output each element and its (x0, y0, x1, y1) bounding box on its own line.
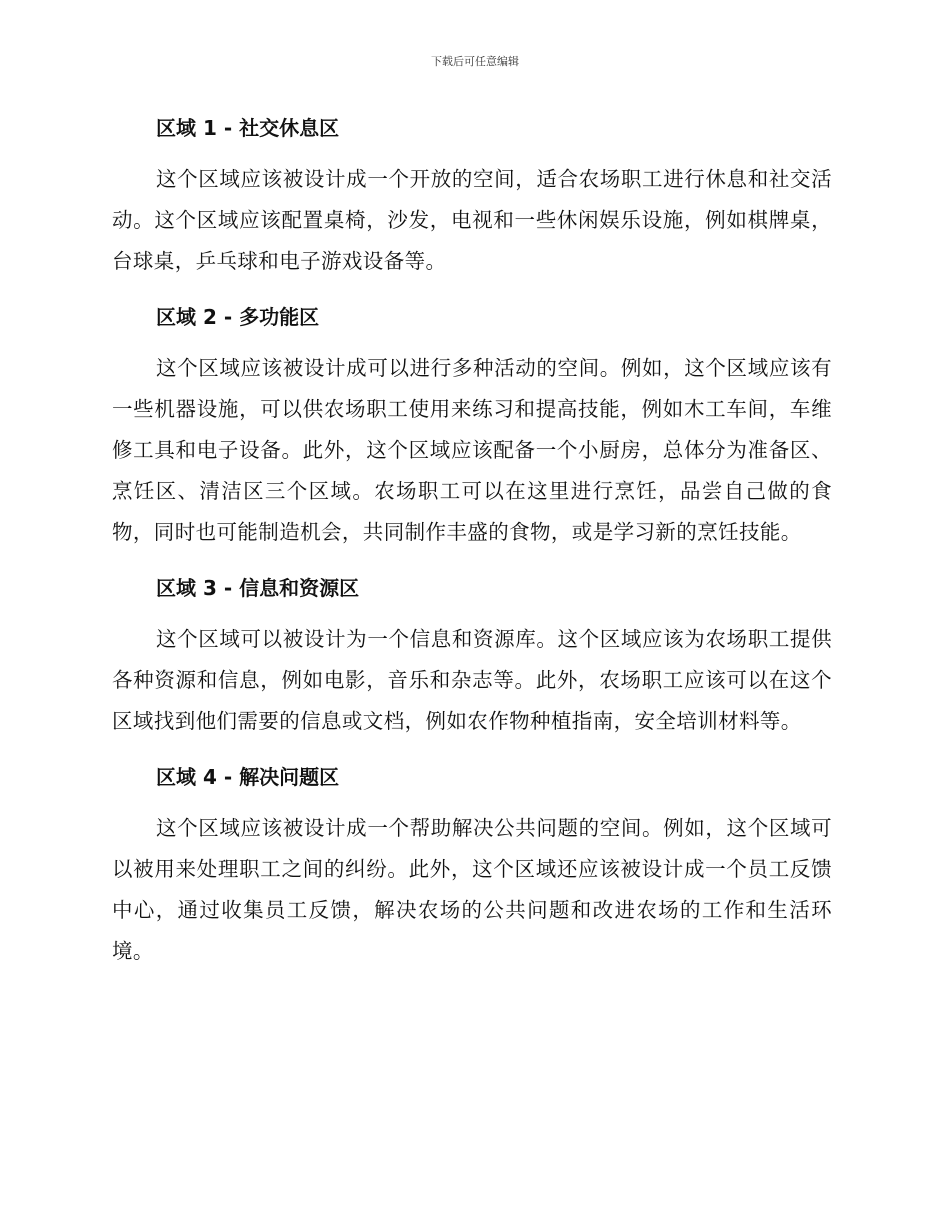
section-paragraph: 这个区域应该被设计成一个开放的空间，适合农场职工进行休息和社交活动。这个区域应该配置桌椅，沙发，电视和一些休闲娱乐设施，例如棋牌桌，台球桌，乒乓球和电子游戏设备等。 (112, 167, 832, 273)
section-problem-solving-area (112, 757, 832, 972)
section-paragraph: 这个区域应该被设计成可以进行多种活动的空间。例如，这个区域应该有一些机器设施，可以供农场职工使用来练习和提高技能，例如木工车间，车维修工具和电子设备。此外，这个区域应该配备一个小厨房，总体分为准备区、烹饪区、清洁区三个区域。农场职工可以在这里进行烹饪，品尝自己做的食物，同时也可能制造机会，共同制作丰盛的食物，或是学习新的烹饪技能。 (112, 356, 832, 544)
section-title: 区域 4 - 解决问题区 (156, 765, 340, 789)
section-social-rest-area (112, 108, 832, 282)
section-title: 区域 1 - 社交休息区 (156, 116, 340, 140)
section-title: 区域 3 - 信息和资源区 (156, 576, 360, 600)
section-information-resource-area (112, 568, 832, 742)
section-paragraph: 这个区域可以被设计为一个信息和资源库。这个区域应该为农场职工提供各种资源和信息，例如电影，音乐和杂志等。此外，农场职工应该可以在这个区域找到他们需要的信息或文档，例如农作物种植指南，安全培训材料等。 (112, 627, 832, 733)
section-multifunction-area (112, 297, 832, 553)
section-paragraph: 这个区域应该被设计成一个帮助解决公共问题的空间。例如，这个区域可以被用来处理职工之间的纠纷。此外，这个区域还应该被设计成一个员工反馈中心，通过收集员工反馈，解决农场的公共问题和改进农场的工作和生活环境。 (112, 816, 832, 963)
section-title: 区域 2 - 多功能区 (156, 305, 320, 329)
document-content (112, 108, 832, 987)
page-header-note: 下载后可任意编辑 (431, 55, 519, 68)
